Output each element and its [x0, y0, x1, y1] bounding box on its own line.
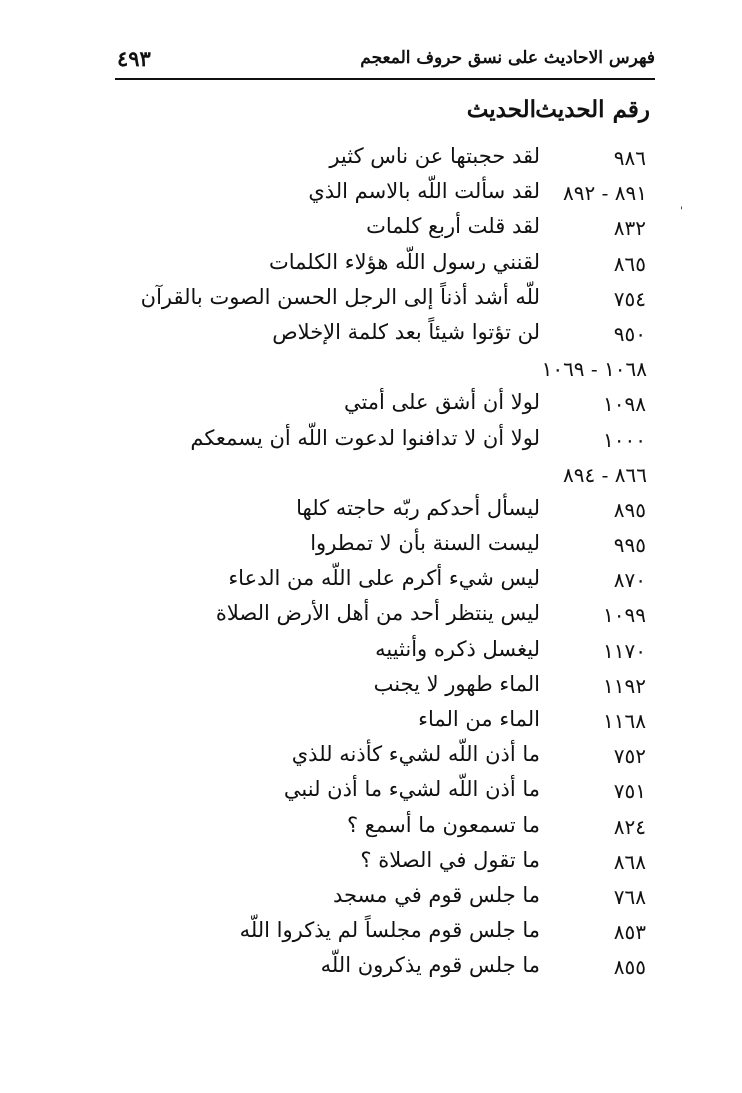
- hadith-number: ١١٩٢: [603, 673, 646, 698]
- hadith-column-header: الحديث: [466, 96, 536, 123]
- hadith-text: ليغسل ذكره وأنثييه: [375, 636, 540, 661]
- hadith-text: الماء من الماء: [418, 707, 540, 731]
- margin-mark: ': [680, 206, 683, 217]
- hadith-number: ٨٩١ - ٨٩٢: [563, 181, 647, 206]
- hadith-number: ٩٩٥: [613, 533, 646, 558]
- hadith-number: ٨٦٦ - ٨٩٤: [563, 462, 647, 487]
- hadith-number: ٨٥٣: [613, 920, 646, 945]
- hadith-text: لن تؤتوا شيئاً بعد كلمة الإخلاص: [272, 319, 540, 344]
- index-entry: [0, 775, 742, 810]
- hadith-text: لقد سألت اللّه بالاسم الذي: [308, 179, 540, 204]
- hadith-text: لولا أن لا تدافنوا لدعوت اللّه أن يسمعكم: [190, 425, 540, 450]
- page-number: ٤٩٣: [117, 46, 151, 71]
- hadith-number: ٨٢٤: [613, 814, 646, 839]
- hadith-number: ٨٦٥: [613, 251, 646, 276]
- hadith-text: ما أذن اللّه لشيء ما أذن لنبي: [283, 777, 540, 802]
- index-entry: [0, 142, 742, 177]
- hadith-text: ليس ينتظر أحد من أهل الأرض الصلاة: [215, 601, 540, 626]
- hadith-text: ما جلس قوم مجلساً لم يذكروا اللّه: [239, 918, 540, 943]
- index-entry: [0, 564, 742, 599]
- index-entry: [0, 424, 742, 459]
- index-entry: [0, 248, 742, 283]
- hadith-text: الماء طهور لا يجنب: [373, 671, 540, 696]
- index-entry: [0, 740, 742, 775]
- hadith-number: ١٠٩٨: [603, 392, 646, 417]
- index-entry: [0, 670, 742, 705]
- hadith-text: ما جلس قوم في مسجد: [332, 882, 540, 907]
- hadith-text: للّه أشد أذناً إلى الرجل الحسن الصوت بالقرآن: [140, 284, 540, 309]
- hadith-text: ليست السنة بأن لا تمطروا: [310, 531, 540, 556]
- hadith-number: ٧٥٢: [613, 744, 646, 769]
- index-entry: [0, 388, 742, 423]
- index-entry: [0, 318, 742, 353]
- hadith-text: ما جلس قوم يذكرون اللّه: [320, 953, 540, 978]
- index-entry: [0, 951, 742, 986]
- hadith-number: ٨٥٥: [613, 955, 646, 980]
- hadith-text: لقد حجبتها عن ناس كثير: [329, 144, 540, 168]
- index-entry: [0, 529, 742, 564]
- hadith-text: لولا أن أشق على أمتي: [343, 390, 540, 415]
- index-entry: [0, 599, 742, 634]
- hadith-number: ٨٩٥: [613, 497, 646, 522]
- hadith-number: ٨٧٠: [613, 568, 646, 593]
- index-entry: [0, 705, 742, 740]
- index-entry: [0, 846, 742, 881]
- running-title: فهرس الاحاديث على نسق حروف المعجم: [360, 48, 655, 68]
- running-header: [115, 40, 655, 80]
- hadith-text: ما تسمعون ما أسمع ؟: [346, 812, 540, 837]
- hadith-number: ٧٦٨: [613, 884, 646, 909]
- index-entry: [0, 635, 742, 670]
- hadith-number: ١١٧٠: [603, 638, 646, 663]
- hadith-number: ١٠٦٨ - ١٠٦٩: [541, 357, 647, 382]
- hadith-text: ما أذن اللّه لشيء كأذنه للذي: [291, 742, 540, 767]
- hadith-text: ليسأل أحدكم ربّه حاجته كلها: [296, 495, 540, 520]
- hadith-number: ٨٣٢: [613, 216, 646, 241]
- hadith-text: ما تقول في الصلاة ؟: [360, 847, 540, 872]
- hadith-number: ١٠٩٩: [603, 603, 646, 628]
- hadith-index-list: [0, 142, 742, 987]
- index-entry: [0, 494, 742, 529]
- index-entry: [0, 459, 742, 494]
- index-entry: [0, 353, 742, 388]
- hadith-number: ٩٥٠: [613, 321, 646, 346]
- hadith-text: ليس شيء أكرم على اللّه من الدعاء: [228, 566, 540, 591]
- index-entry: [0, 881, 742, 916]
- index-entry: [0, 811, 742, 846]
- hadith-number: ٧٥٤: [613, 286, 646, 311]
- index-entry: [0, 177, 742, 212]
- hadith-text: لقنني رسول اللّه هؤلاء الكلمات: [268, 249, 540, 274]
- index-entry: [0, 916, 742, 951]
- hadith-number: ١٠٠٠: [603, 427, 646, 452]
- hadith-number: ٩٨٦: [613, 146, 646, 170]
- hadith-number-column-header: رقم الحديث: [535, 96, 650, 123]
- hadith-number: ٧٥١: [613, 779, 646, 804]
- hadith-number: ١١٦٨: [603, 709, 646, 733]
- index-entry: [0, 283, 742, 318]
- hadith-number: ٨٦٨: [613, 849, 646, 874]
- hadith-text: لقد قلت أربع كلمات: [366, 214, 540, 239]
- index-entry: [0, 212, 742, 247]
